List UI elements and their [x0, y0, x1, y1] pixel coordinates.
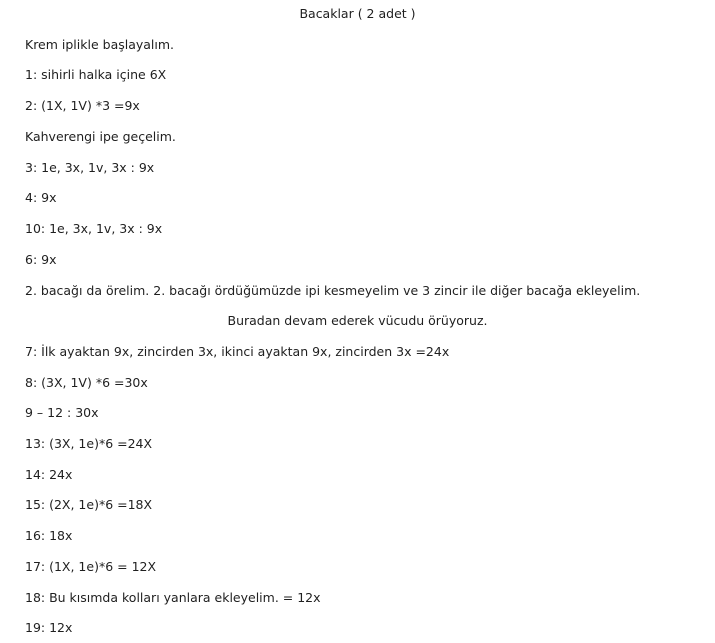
- section-heading: Bacaklar ( 2 adet ): [299, 6, 416, 21]
- instruction-line: Kahverengi ipe geçelim.: [25, 129, 176, 144]
- instruction-line: 16: 18x: [25, 528, 73, 543]
- instruction-line: 7: İlk ayaktan 9x, zincirden 3x, ikinci ayaktan 9x, zincirden 3x =24x: [25, 344, 450, 359]
- instruction-line: 15: (2X, 1e)*6 =18X: [25, 497, 153, 512]
- instruction-line: 2: (1X, 1V) *3 =9x: [25, 98, 140, 113]
- instruction-line: 13: (3X, 1e)*6 =24X: [25, 436, 153, 451]
- instruction-line: 18: Bu kısımda kolları yanlara ekleyelim. = 12x: [25, 590, 321, 605]
- instruction-line: 19: 12x: [25, 620, 73, 635]
- instruction-line: 8: (3X, 1V) *6 =30x: [25, 375, 148, 390]
- instruction-line: 17: (1X, 1e)*6 = 12X: [25, 559, 157, 574]
- instruction-line: 2. bacağı da örelim. 2. bacağı ördüğümüzde ipi kesmeyelim ve 3 zincir ile diğer bacağa ekleyelim.: [25, 283, 641, 298]
- instruction-line: 3: 1e, 3x, 1v, 3x : 9x: [25, 160, 155, 175]
- instruction-line: 1: sihirli halka içine 6X: [25, 67, 167, 82]
- instruction-line: Krem iplikle başlayalım.: [25, 37, 175, 52]
- centered-note: Buradan devam ederek vücudu örüyoruz.: [227, 313, 488, 328]
- instruction-line: 10: 1e, 3x, 1v, 3x : 9x: [25, 221, 163, 236]
- instruction-line: 6: 9x: [25, 252, 57, 267]
- instruction-line: 9 – 12 : 30x: [25, 405, 99, 420]
- instruction-line: 14: 24x: [25, 467, 73, 482]
- instruction-line: 4: 9x: [25, 190, 57, 205]
